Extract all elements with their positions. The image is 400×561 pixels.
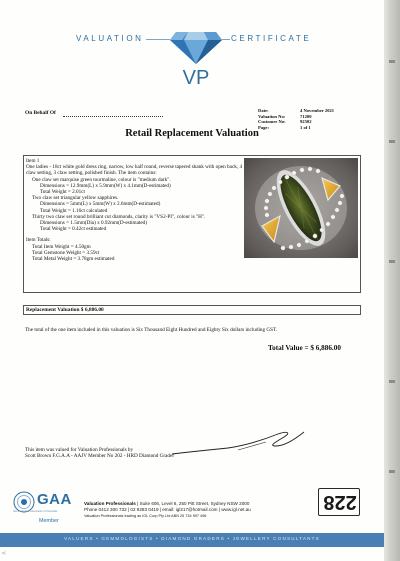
item-totals-heading: Item Totals: [26,237,51,244]
header-rule-left [146,39,170,40]
stone-2-weight: Total Weight = 1.16ct calculated [40,207,108,214]
item-description [26,158,246,262]
on-behalf-dotted-line [63,116,163,117]
total-gemstone-weight: Total Gemstone Weight = 3.59ct [32,249,100,256]
logo-vp-text: VP [182,67,210,88]
binder-notch [389,380,395,383]
header-certificate-word: CERTIFICATE [231,34,312,43]
total-item-weight: Total Item Weight = 4.50gm [32,243,91,250]
total-value: Total Value = $ 6,886.00 [268,344,341,352]
header-rule-right [222,39,230,40]
replacement-valuation: Replacement Valuation $ 6,886.00 [26,307,104,313]
on-behalf-label: On Behalf Of [25,110,56,116]
meta-value: 1 of 1 [300,124,311,130]
contact-phone-line: Phone 0412 300 732 | 02 9283 0419 | email: igl217@hotmail.com | www.igl.net.au [84,507,251,513]
meta-key: Date: [258,108,269,113]
valued-by-line-2: Scott Brown F.G.A.A - AAJV Member No 202 - HRD Diamond Grader [25,453,175,460]
meta-value: 4 November 2021 [300,108,335,113]
meta-key: Customer No: [258,119,286,125]
company-address: | Suite 606, Level 6, 250 Pitt Street, Sydney NSW 2000 [135,501,250,506]
gaa-subtitle: Gemmological Association of Australia [13,510,57,513]
stone-1: One claw set marquise green tourmaline, colour is "medium dark". [32,176,171,183]
gaa-name: GAA [37,491,72,508]
valued-by-line-1: This item was valued for Valuation Professionals by [25,447,134,453]
meta-key: Page: [258,124,269,130]
stone-1-weight: Total Weight = 2.01ct [40,189,85,196]
valued-by-note [25,447,174,459]
stone-1-dimensions: Dimensions = 12.9mm(L) x 5.9mm(W) x 4.1mm(D-estimated) [40,182,171,189]
stone-2: Two claw set triangular yellow sapphires. [32,195,119,202]
ring-photo [244,158,358,258]
stone-2-dimensions: Dimensions = 5mm(L) x 5mm(W) x 2.6mm(D-estimated) [40,201,161,208]
corner-mark: «| [2,551,6,556]
gaa-member: Member [39,518,59,524]
binder-notch [389,260,395,263]
ring-image [244,158,358,258]
vp-diamond-logo-icon [170,26,222,88]
contact-block [84,501,334,520]
stone-3: Thirty two claw set round brilliant cut diamonds, clarity is "VS2-PI", colour is "H". [32,213,206,220]
header-valuation-word: VALUATION [76,34,144,43]
total-metal-weight: Total Metal Weight = 3.78gm estimated [32,256,115,263]
total-sentence: The total of the one item included in this valuation is Six Thousand Eight Hundred and Eighty Six dollars including GST. [25,327,278,333]
footer-band-text: VALUERS • GEMMOLOGISTS • DIAMOND GRADERS • JEWELLERY CONSULTANTS [64,536,320,541]
item-summary: One ladies - 18ct white gold dress ring, narrow, low half round, reverse tapered shank with open back, 4 claw setting, 3 claw setting, polished finish. The item contains: [26,164,243,177]
item-heading: Item 1 [26,158,40,164]
stone-3-weight: Total Weight = 0.42ct estimated [40,226,107,233]
signature-icon [168,428,308,458]
binder-notch [389,60,395,63]
contact-trading-line: Valuation Professionals trading as IGL Corp Pty Ltd ABN 25 734 997 496 [84,514,207,519]
binder-notch [389,470,395,473]
meta-value: 92502 [300,119,312,125]
stamp-number: 228 [323,491,357,513]
binder-notch [389,140,395,143]
page-edge-shadow [384,0,400,561]
stone-3-dimensions: Dimensions = 1.5mm(Dia) x 0.92mm(D-estimated) [40,220,147,227]
meta-key: Valuation No: [258,113,286,119]
meta-value: 71200 [300,113,312,119]
company-name: Valuation Professionals [84,501,136,506]
document-title: Retail Replacement Valuation [125,128,259,139]
